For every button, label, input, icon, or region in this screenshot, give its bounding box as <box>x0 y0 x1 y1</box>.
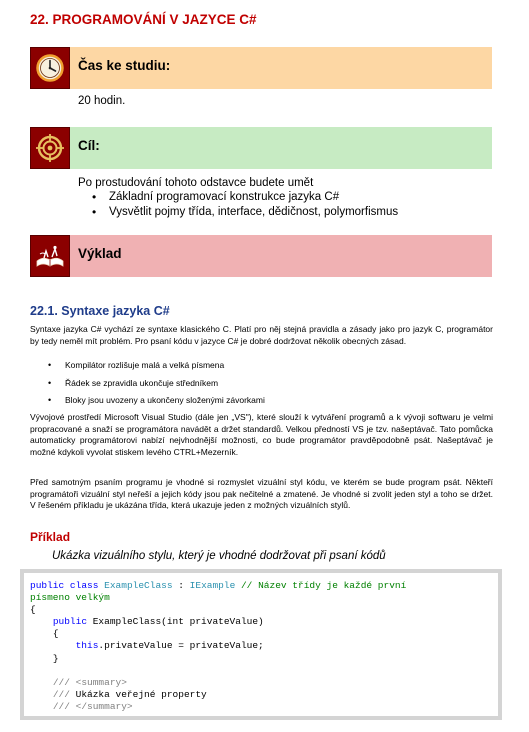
section-title: 22.1. Syntaxe jazyka C# <box>30 304 170 318</box>
time-callout-label: Čas ke studiu: <box>78 58 171 73</box>
list-item: • Řádek se zpravidla ukončuje středníkem <box>48 375 265 393</box>
code-line: /// </summary> <box>52 700 133 712</box>
goal-callout <box>30 127 492 169</box>
lecture-callout-label: Výklad <box>78 246 122 261</box>
example-heading: Příklad <box>30 530 71 544</box>
target-icon <box>30 127 70 169</box>
goal-callout-label: Cíl: <box>78 138 100 153</box>
ide-paragraph: Vývojové prostředí Microsoft Visual Studio (dále jen „VS"), které slouží k vytváření programů a k vývoji softwaru je velmi propracované a snaží se programátora navádět a držet standardů. Velkou předností VS je tzv. našeptávač. Tato pomůcka automaticky programátorovi nabízí nejvhodnější možnosti, co bude programátor pravděpodobně psát. Našeptávač je možné kdykoli vyvolat stiskem levého CTRL+Mezerník. <box>30 412 493 458</box>
code-line: /// <summary> <box>52 676 127 688</box>
syntax-rules-list <box>48 357 265 410</box>
style-paragraph: Před samotným psaním programu je vhodné si rozmyslet vizuální styl kódu, ve kterém se bude program psát. Někteří programátoři vizuální styl neřeší a jejich kódy jsou pak nečitelné a zmatené. Je vhodné si zvolit jeden styl a toho se držet. V řešeném příkladu je ukázána třída, která ukazuje jeden z možných vizuálních stylů. <box>30 477 493 511</box>
study-hours: 20 hodin. <box>78 95 126 107</box>
book-icon <box>30 235 70 277</box>
code-line: { <box>30 604 36 616</box>
chapter-title: 22. PROGRAMOVÁNÍ V JAZYCE C# <box>30 12 257 27</box>
list-item: • Kompilátor rozlišuje malá a velká písmena <box>48 357 265 375</box>
code-line: /// Ukázka veřejné property <box>52 688 207 700</box>
code-line: this.privateValue = privateValue; <box>75 640 264 652</box>
code-line: písmeno velkým <box>30 592 110 604</box>
time-callout <box>30 47 492 89</box>
clock-icon <box>30 47 70 89</box>
code-line: public class ExampleClass : IExample // Název třídy je každé první <box>30 580 407 591</box>
list-item: • Bloky jsou uvozeny a ukončeny složenými závorkami <box>48 392 265 410</box>
goal-list <box>92 190 398 219</box>
syntax-paragraph: Syntaxe jazyka C# vychází ze syntaxe klasického C. Platí pro něj stejná pravidla a zásady jako pro jazyk C, programátor by tedy neměl mít problém. Pro psaní kódu v jazyce C# je dobré dodržovat několik obecných zásad. <box>30 324 493 346</box>
code-line: public ExampleClass(int privateValue) <box>52 616 264 628</box>
code-listing <box>20 569 502 720</box>
code-line <box>30 665 498 677</box>
code-line: } <box>52 652 59 664</box>
list-item: • Základní programovací konstrukce jazyka C# <box>92 190 398 205</box>
example-caption: Ukázka vizuálního stylu, který je vhodné dodržovat při psaní kódů <box>52 550 386 562</box>
lecture-callout <box>30 235 492 277</box>
code-line: { <box>52 628 59 640</box>
list-item: • Vysvětlit pojmy třída, interface, dědičnost, polymorfismus <box>92 205 398 220</box>
goal-intro: Po prostudování tohoto odstavce budete umět <box>78 177 314 189</box>
